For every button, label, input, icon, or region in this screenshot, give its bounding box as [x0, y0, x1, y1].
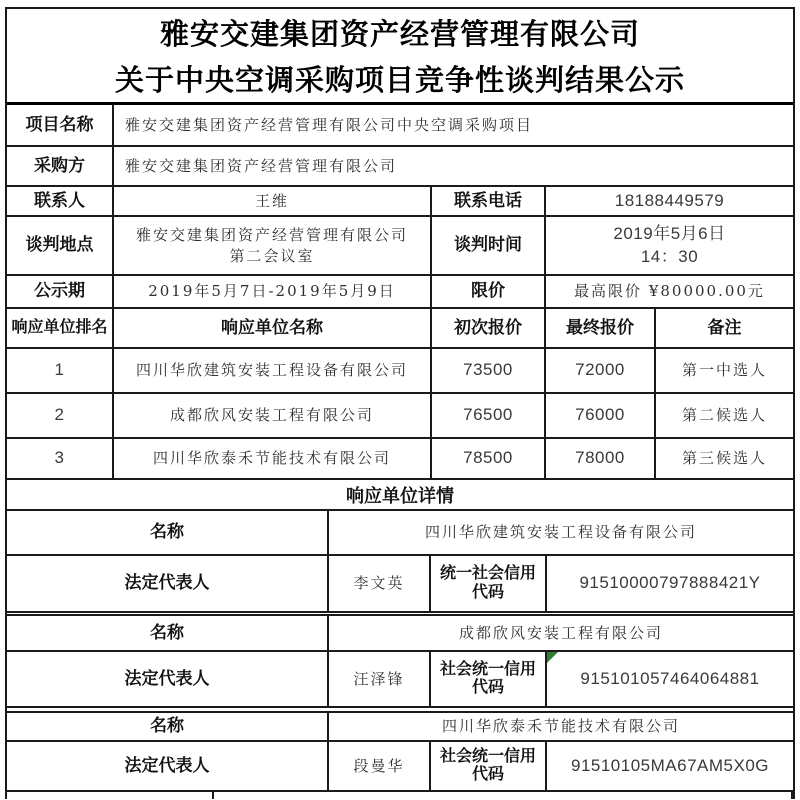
legal-rep-label-cell: [7, 742, 329, 790]
legal-rep-value-cell: [329, 556, 431, 611]
buyer-label: 采购方: [34, 155, 85, 175]
price-limit-value: 最高限价 ¥80000.00元: [574, 282, 765, 301]
legal-rep-label-cell: [7, 652, 329, 706]
price-limit-label: 限价: [471, 281, 505, 301]
publicity-label-cell: [7, 276, 114, 307]
credit-code-label-line1: 统一社会信用: [439, 565, 536, 583]
publicity-value-cell: [114, 276, 432, 307]
bid-header-name: 响应单位名称: [221, 317, 323, 337]
contact-value: 王维: [254, 191, 289, 210]
credit-code-value: 91510000797888421Y: [579, 573, 761, 593]
detail-name-label-cell: [7, 511, 329, 554]
title-line-2: 关于中央空调采购项目竞争性谈判结果公示: [114, 65, 685, 97]
time-value-line1: 2019年5月6日: [613, 223, 726, 243]
time-label-cell: [432, 217, 546, 274]
bidder-first-offer-cell: [432, 439, 546, 478]
venue-value-line2: 第二会议室: [229, 246, 315, 265]
phone-value: 18188449579: [614, 190, 725, 210]
bid-header-final-offer-cell: [546, 309, 656, 347]
venue-value-line1: 雅安交建集团资产经营管理有限公司: [135, 226, 408, 245]
buyer-value: 雅安交建集团资产经营管理有限公司: [125, 156, 398, 175]
credit-code-value-cell: [547, 556, 793, 611]
detail-rep-row: [7, 652, 793, 708]
legal-rep-label-cell: [7, 556, 329, 611]
bid-header-name-cell: [114, 309, 432, 347]
bid-header-remark: 备注: [707, 317, 742, 337]
bidder-first-offer-cell: [432, 394, 546, 437]
legal-rep-label: 法定代表人: [124, 755, 210, 775]
bidder-remark: 第三候选人: [681, 449, 767, 468]
credit-code-value: 915101057464064881: [580, 668, 760, 688]
legal-rep-value: 李文英: [353, 574, 405, 593]
bidder-row: [7, 394, 793, 439]
bid-header-rank-cell: [7, 309, 114, 347]
bidder-first-offer-cell: [432, 349, 546, 392]
bidder-row: [7, 349, 793, 394]
row-venue-time: [7, 217, 793, 276]
buyer-label-cell: [7, 147, 114, 185]
project-name-label: 项目名称: [25, 114, 94, 134]
phone-value-cell: [546, 187, 793, 215]
document-title: [7, 9, 793, 105]
row-buyer: [7, 147, 793, 187]
detail-block: [7, 511, 793, 613]
contact-value-cell: [114, 187, 432, 215]
venue-value-cell: [114, 217, 432, 274]
detail-name-label-cell: [7, 616, 329, 650]
credit-code-label-line1: 社会统一信用: [439, 747, 536, 765]
detail-name-label: 名称: [150, 622, 184, 642]
document-frame: [5, 7, 795, 799]
price-limit-label-cell: [432, 276, 546, 307]
row-contact: [7, 187, 793, 217]
truncated-next-row: [7, 792, 793, 799]
credit-code-label-cell: [431, 652, 547, 706]
publicity-value: 2019年5月7日-2019年5月9日: [148, 282, 396, 301]
detail-name-label: 名称: [150, 716, 184, 736]
row-project-name: [7, 105, 793, 147]
credit-code-label-line2: 代码: [471, 766, 504, 783]
detail-name-label: 名称: [150, 522, 184, 542]
detail-name-value-cell: [329, 713, 793, 740]
credit-code-label-line2: 代码: [471, 583, 504, 601]
details-section-title: 响应单位详情: [7, 480, 793, 511]
legal-rep-value-cell: [329, 652, 431, 706]
bidder-final-offer: 76000: [575, 405, 625, 425]
venue-label-cell: [7, 217, 114, 274]
detail-name-value-cell: [329, 511, 793, 554]
bidder-final-offer-cell: [546, 394, 656, 437]
detail-rep-row: [7, 556, 793, 613]
bidder-rank: 3: [54, 448, 65, 468]
bidder-remark-cell: [656, 349, 793, 392]
phone-label-cell: [432, 187, 546, 215]
detail-name-value: 四川华欣建筑安装工程设备有限公司: [424, 523, 697, 542]
bid-header-final-offer: 最终报价: [566, 317, 634, 337]
excel-error-flag-icon: [547, 652, 558, 663]
bidder-final-offer-cell: [546, 439, 656, 478]
bid-header-first-offer: 初次报价: [454, 317, 522, 337]
bidder-row: [7, 439, 793, 480]
bidder-final-offer-cell: [546, 349, 656, 392]
credit-code-label-line2: 代码: [471, 679, 504, 696]
bidder-first-offer: 76500: [463, 405, 513, 425]
bidder-name-cell: [114, 349, 432, 392]
credit-code-label-line1: 社会统一信用: [439, 660, 536, 678]
project-name-label-cell: [7, 105, 114, 145]
bid-header-remark-cell: [656, 309, 793, 347]
credit-code-label-cell: [431, 556, 547, 611]
bid-table-header-row: [7, 309, 793, 349]
bidder-remark-cell: [656, 439, 793, 478]
legal-rep-value: 汪泽锋: [353, 669, 405, 688]
buyer-value-cell: [114, 147, 793, 185]
bidder-name-cell: [114, 394, 432, 437]
contact-label-cell: [7, 187, 114, 215]
detail-name-row: [7, 713, 793, 742]
legal-rep-label: 法定代表人: [124, 668, 210, 688]
price-limit-value-cell: [546, 276, 793, 307]
detail-name-row: [7, 616, 793, 652]
legal-rep-label: 法定代表人: [124, 573, 210, 593]
credit-code-label-cell: [431, 742, 547, 790]
detail-name-value-cell: [329, 616, 793, 650]
bid-header-rank: 响应单位排名: [11, 319, 108, 337]
phone-label: 联系电话: [454, 190, 522, 210]
contact-label: 联系人: [34, 190, 85, 210]
project-name-value: 雅安交建集团资产经营管理有限公司中央空调采购项目: [125, 115, 534, 134]
bidder-name: 四川华欣建筑安装工程设备有限公司: [135, 361, 408, 380]
bidder-rank-cell: [7, 349, 114, 392]
bidder-name: 四川华欣泰禾节能技术有限公司: [152, 449, 391, 468]
detail-name-row: [7, 511, 793, 556]
detail-block: [7, 616, 793, 708]
bidder-rank-cell: [7, 439, 114, 478]
detail-block: [7, 713, 793, 792]
bidder-final-offer: 72000: [575, 360, 625, 380]
bidder-rank-cell: [7, 394, 114, 437]
bidder-name: 成都欣风安装工程有限公司: [169, 406, 374, 425]
row-publicity: [7, 276, 793, 309]
truncated-cell: [214, 792, 793, 799]
time-value-line2: 14：30: [640, 246, 699, 266]
credit-code-value: 91510105MA67AM5X0G: [570, 755, 770, 775]
venue-label: 谈判地点: [25, 235, 94, 255]
legal-rep-value: 段曼华: [353, 756, 405, 775]
bid-header-first-offer-cell: [432, 309, 546, 347]
time-label: 谈判时间: [454, 235, 522, 255]
credit-code-value-cell: [547, 652, 793, 706]
bidder-name-cell: [114, 439, 432, 478]
detail-name-value: 成都欣风安装工程有限公司: [458, 623, 663, 642]
bidder-remark: 第二候选人: [681, 406, 767, 425]
credit-code-value-cell: [547, 742, 793, 790]
bidder-remark-cell: [656, 394, 793, 437]
detail-name-label-cell: [7, 713, 329, 740]
bidder-rank: 2: [54, 405, 65, 425]
bidder-first-offer: 78500: [463, 448, 513, 468]
bidder-first-offer: 73500: [463, 360, 513, 380]
time-value-cell: [546, 217, 793, 274]
title-line-1: 雅安交建集团资产经营管理有限公司: [159, 19, 640, 51]
bidder-remark: 第一中选人: [681, 361, 767, 380]
truncated-cell: [7, 792, 214, 799]
legal-rep-value-cell: [329, 742, 431, 790]
publicity-label: 公示期: [34, 281, 85, 301]
detail-name-value: 四川华欣泰禾节能技术有限公司: [441, 717, 680, 736]
detail-rep-row: [7, 742, 793, 792]
project-name-value-cell: [114, 105, 793, 145]
bidder-final-offer: 78000: [575, 448, 625, 468]
bidder-rank: 1: [54, 360, 65, 380]
